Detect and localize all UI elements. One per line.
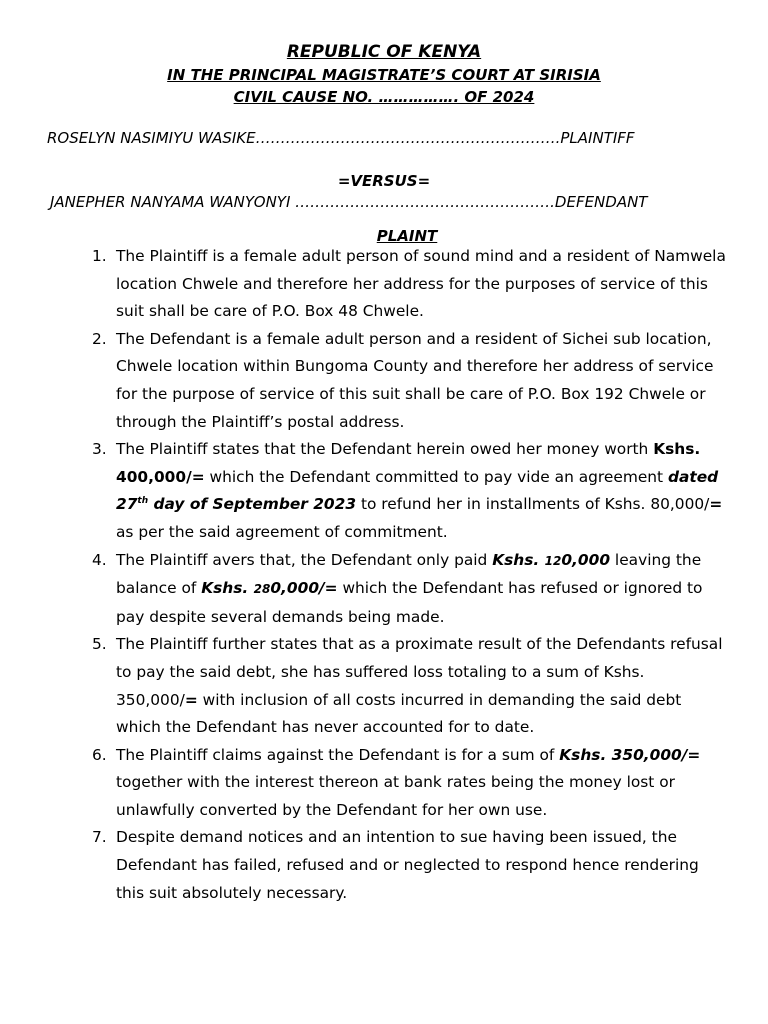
ordinal-suffix: th [137, 496, 149, 507]
paragraph-4 [92, 547, 726, 632]
paragraph-text: The Plaintiff avers that, the Defendant only paid [116, 550, 493, 569]
paragraph-text: The Plaintiff further states that as a proximate result of the Defendants refusal to pay the said debt, she has suffered loss totaling to a sum of Kshs. 350,000/ [116, 635, 723, 709]
paragraph-text: The Plaintiff is a female adult person of sound mind and a resident of Namwela location Chwele and therefore her address for the purposes of service of this suit shall be care of P.O. Box 48 Chwele. [116, 247, 726, 321]
case-number: CIVIL CAUSE NO. ……………. OF 2024 [233, 88, 535, 106]
paragraph-number: 7. [92, 828, 107, 847]
paragraph-text: together with the interest thereon at bank rates being the money lost or unlawfully converted by the Defendant for her own use. [116, 773, 675, 819]
claim-amount: Kshs. 350,000/= [559, 745, 701, 764]
amount-owed: Kshs. 400,000/= [116, 440, 701, 486]
paragraph-text: The Plaintiff states that the Defendant herein owed her money worth [116, 440, 654, 459]
paragraph-text: to refund her in installments of Kshs. 80,000/ [356, 495, 710, 514]
paragraph-text: leaving the balance of [116, 550, 702, 598]
paragraph-number: 2. [92, 329, 107, 348]
paragraph-7 [92, 824, 726, 907]
document-title: REPUBLIC OF KENYA [286, 42, 482, 62]
paragraph-text: which the Defendant committed to pay vide an agreement [204, 467, 668, 486]
equals-sign: = [709, 495, 723, 514]
paragraph-text: which the Defendant has refused or ignored to pay despite several demands being made. [116, 579, 703, 626]
balance-amount: Kshs. 280,000/= [201, 579, 338, 598]
versus-label: =VERSUS= [337, 172, 431, 190]
court-name: IN THE PRINCIPAL MAGISTRATE’S COURT AT SIRISIA [167, 66, 601, 84]
paragraph-number: 5. [92, 635, 107, 654]
plaint-paragraphs [92, 243, 726, 907]
plaint-heading: PLAINT [376, 227, 438, 245]
paragraph-number: 6. [92, 745, 107, 764]
defendant-line: JANEPHER NANYAMA WANYONYI …………………………………………….DEFENDANT [50, 193, 648, 211]
paragraph-number: 4. [92, 550, 107, 569]
paragraph-5 [92, 631, 726, 741]
paragraph-1 [92, 243, 726, 326]
paragraph-text: as per the said agreement of commitment. [116, 522, 448, 541]
paragraph-number: 3. [92, 440, 107, 459]
paragraph-number: 1. [92, 247, 107, 265]
paragraph-text: The Defendant is a female adult person and a resident of Sichei sub location, Chwele location within Bungoma County and therefore her address of service for the purpose of service of this suit shall be care of P.O. Box 192 Chwele or through the Plaintiff’s postal address. [116, 329, 714, 431]
plaintiff-line: ROSELYN NASIMIYU WASIKE…………………………………………………….PLAINTIFF [47, 129, 635, 147]
paragraph-6 [92, 742, 726, 825]
paragraph-3 [92, 436, 726, 546]
paragraph-text: with inclusion of all costs incurred in demanding the said debt which the Defendant has never accounted for to date. [116, 690, 682, 737]
paragraph-text: Despite demand notices and an intention to sue having been issued, the Defendant has failed, refused and or neglected to respond hence rendering this suit absolutely necessary. [116, 828, 699, 902]
equals-sign: = [184, 690, 198, 709]
paragraph-2 [92, 326, 726, 436]
agreement-date-rest: day of September 2023 [148, 495, 357, 514]
amount-paid: Kshs. 120,000 [492, 550, 611, 569]
agreement-date: dated 27 [116, 467, 719, 514]
paragraph-text: The Plaintiff claims against the Defendant is for a sum of [116, 745, 560, 764]
